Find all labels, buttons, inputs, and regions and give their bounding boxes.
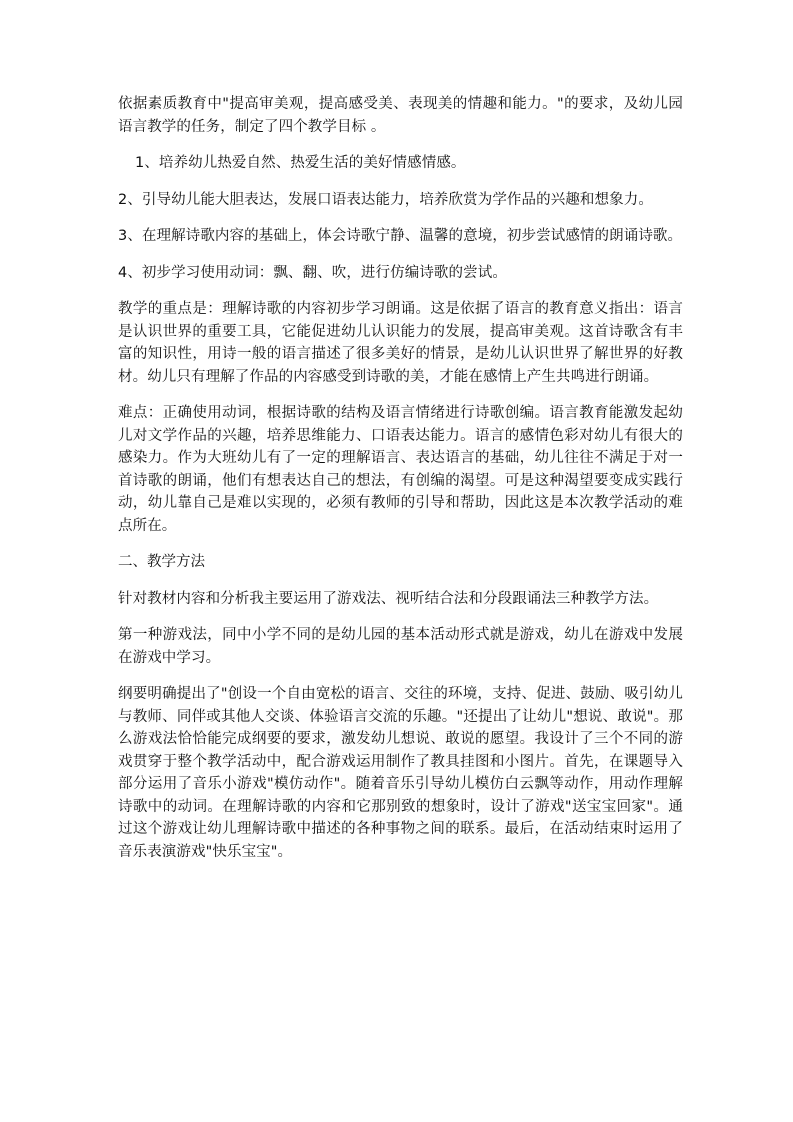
goal-2-paragraph: 2、引导幼儿能大胆表达，发展口语表达能力，培养欣赏为学作品的兴趣和想象力。 [118,191,653,208]
goal-4-paragraph: 4、初步学习使用动词：飘、翻、吹，进行仿编诗歌的尝试。 [118,264,507,281]
difficulty-paragraph: 难点：正确使用动词，根据诗歌的结构及语言情绪进行诗歌创编。语言教育能激发起幼儿对文学作品的兴趣，培养思维能力、口语表达能力。语言的感情色彩对幼儿有很大的感染力。作为大班幼儿有了一定的理解语言、表达语言的基础，幼儿往往不满足于对一首诗歌的朗诵，他们有想表达自己的想法，有创编的渴望。可是这种渴望要变成实践行动，幼儿靠自己是难以实现的，必须有教师的引导和帮助，因此这是本次教学活动的难点所在。 [118,405,683,534]
methods-overview-paragraph: 针对教材内容和分析我主要运用了游戏法、视听结合法和分段跟诵法三种教学方法。 [118,590,659,607]
document-page [118,93,683,877]
intro-paragraph: 依据素质教育中"提高审美观，提高感受美、表现美的情趣和能力。"的要求，及幼儿园语言教学的任务，制定了四个教学目标 。 [118,96,683,135]
section-heading-teaching-methods: 二、教学方法 [118,554,205,570]
game-method-paragraph: 第一种游戏法，同中小学不同的是幼儿园的基本活动形式就是游戏，幼儿在游戏中发展在游戏中学习。 [118,627,683,666]
goal-1-paragraph: 1、培养幼儿热爱自然、热爱生活的美好情感情感。 [135,155,466,171]
outline-paragraph: 纲要明确提出了"创设一个自由宽松的语言、交往的环境，支持、促进、鼓励、吸引幼儿与教师、同伴或其他人交谈、体验语言交流的乐趣。"还提出了让幼儿"想说、敢说"。那么游戏法恰恰能完成纲要的要求，激发幼儿想说、敢说的愿望。我设计了三个不同的游戏贯穿于整个教学活动中，配合游戏运用制作了教具挂图和小图片。首先，在课题导入 部分运用了音乐小游戏"模仿动作"。随着音乐引导幼儿模仿白云飘等动作，用动作理解诗歌中的动词。在理解诗歌的内容和它那别致的想象时，设计了游戏"送宝宝回家"。通过这个游戏让幼儿理解诗歌中描述的各种事物之间的联系。最后，在活动结束时运用了音乐表演游戏"快乐宝宝"。 [118,686,683,860]
goal-3-paragraph: 3、在理解诗歌内容的基础上，体会诗歌宁静、温馨的意境，初步尝试感情的朗诵诗歌。 [118,228,683,244]
key-point-paragraph: 教学的重点是：理解诗歌的内容初步学习朗诵。这是依据了语言的教育意义指出：语言是认识世界的重要工具，它能促进幼儿认识能力的发展，提高审美观。这首诗歌含有丰富的知识性，用诗一般的语言描述了很多美好的情景，是幼儿认识世界了解世界的好教材。幼儿只有理解了作品的内容感受到诗歌的美，才能在感情上产生共鸣进行朗诵。 [118,301,683,385]
